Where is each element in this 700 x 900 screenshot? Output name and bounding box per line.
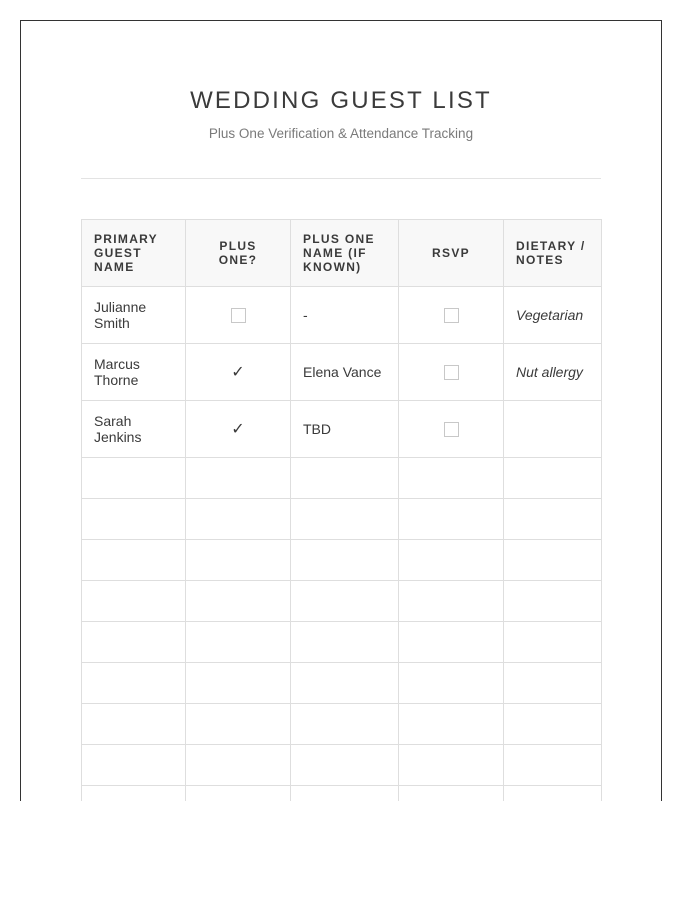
empty-cell[interactable]	[82, 458, 186, 499]
empty-cell[interactable]	[399, 540, 504, 581]
header-divider	[81, 178, 601, 179]
empty-cell[interactable]	[186, 786, 291, 802]
empty-cell[interactable]	[186, 499, 291, 540]
header-plus-one-name: PLUS ONE NAME (IF KNOWN)	[291, 220, 399, 287]
empty-cell[interactable]	[399, 499, 504, 540]
empty-cell[interactable]	[504, 622, 602, 663]
dietary-notes-cell: Vegetarian	[504, 287, 602, 344]
page-title: WEDDING GUEST LIST	[190, 87, 492, 114]
empty-cell[interactable]	[186, 704, 291, 745]
empty-cell[interactable]	[504, 499, 602, 540]
empty-cell[interactable]	[399, 704, 504, 745]
checkbox-icon[interactable]	[444, 365, 459, 380]
rsvp-cell[interactable]	[399, 401, 504, 458]
empty-cell[interactable]	[82, 704, 186, 745]
plus-one-cell[interactable]	[186, 401, 291, 458]
empty-cell[interactable]	[399, 458, 504, 499]
empty-cell[interactable]	[399, 745, 504, 786]
empty-table-row	[82, 786, 602, 802]
table-header-row	[82, 220, 602, 287]
empty-cell[interactable]	[504, 540, 602, 581]
empty-cell[interactable]	[504, 458, 602, 499]
table-row	[82, 287, 602, 344]
dietary-notes-cell: Nut allergy	[504, 344, 602, 401]
primary-guest-cell: Marcus Thorne	[82, 344, 186, 401]
empty-cell[interactable]	[399, 622, 504, 663]
plus-one-cell[interactable]	[186, 287, 291, 344]
plus-one-name-cell: Elena Vance	[291, 344, 399, 401]
page-subtitle: Plus One Verification & Attendance Tracking	[208, 126, 474, 141]
empty-cell[interactable]	[291, 540, 399, 581]
empty-cell[interactable]	[291, 786, 399, 802]
dietary-notes-cell	[504, 401, 602, 458]
empty-cell[interactable]	[82, 622, 186, 663]
header-plus-one: PLUS ONE?	[186, 220, 291, 287]
rsvp-cell[interactable]	[399, 287, 504, 344]
checkbox-icon[interactable]	[444, 308, 459, 323]
empty-cell[interactable]	[504, 786, 602, 802]
primary-guest-cell: Sarah Jenkins	[82, 401, 186, 458]
empty-table-row	[82, 622, 602, 663]
table-row	[82, 401, 602, 458]
empty-cell[interactable]	[186, 745, 291, 786]
empty-cell[interactable]	[291, 663, 399, 704]
plus-one-name-cell: -	[291, 287, 399, 344]
table-row	[82, 344, 602, 401]
empty-cell[interactable]	[504, 663, 602, 704]
empty-cell[interactable]	[291, 745, 399, 786]
plus-one-cell[interactable]	[186, 344, 291, 401]
empty-cell[interactable]	[186, 581, 291, 622]
empty-cell[interactable]	[399, 786, 504, 802]
empty-cell[interactable]	[82, 540, 186, 581]
checkbox-icon[interactable]	[444, 422, 459, 437]
empty-cell[interactable]	[82, 786, 186, 802]
empty-cell[interactable]	[504, 745, 602, 786]
guest-list-sheet	[20, 20, 662, 801]
empty-cell[interactable]	[82, 499, 186, 540]
empty-cell[interactable]	[291, 622, 399, 663]
empty-table-row	[82, 540, 602, 581]
checkmark-icon[interactable]: ✓	[231, 420, 245, 438]
empty-cell[interactable]	[399, 663, 504, 704]
empty-cell[interactable]	[82, 581, 186, 622]
guest-table	[81, 219, 602, 801]
checkbox-icon[interactable]	[231, 308, 246, 323]
empty-cell[interactable]	[291, 499, 399, 540]
empty-cell[interactable]	[399, 581, 504, 622]
checkmark-icon[interactable]: ✓	[231, 363, 245, 381]
empty-cell[interactable]	[82, 745, 186, 786]
rsvp-cell[interactable]	[399, 344, 504, 401]
plus-one-name-cell: TBD	[291, 401, 399, 458]
empty-table-row	[82, 745, 602, 786]
empty-cell[interactable]	[186, 540, 291, 581]
empty-cell[interactable]	[186, 458, 291, 499]
empty-cell[interactable]	[186, 622, 291, 663]
empty-cell[interactable]	[291, 704, 399, 745]
empty-cell[interactable]	[291, 581, 399, 622]
header-primary-guest: PRIMARY GUEST NAME	[82, 220, 186, 287]
empty-table-row	[82, 458, 602, 499]
empty-cell[interactable]	[291, 458, 399, 499]
empty-cell[interactable]	[504, 704, 602, 745]
header-dietary-notes: DIETARY / NOTES	[504, 220, 602, 287]
empty-table-row	[82, 704, 602, 745]
empty-cell[interactable]	[186, 663, 291, 704]
header-rsvp: RSVP	[399, 220, 504, 287]
empty-table-row	[82, 581, 602, 622]
empty-cell[interactable]	[504, 581, 602, 622]
empty-table-row	[82, 499, 602, 540]
primary-guest-cell: Julianne Smith	[82, 287, 186, 344]
empty-cell[interactable]	[82, 663, 186, 704]
empty-table-row	[82, 663, 602, 704]
